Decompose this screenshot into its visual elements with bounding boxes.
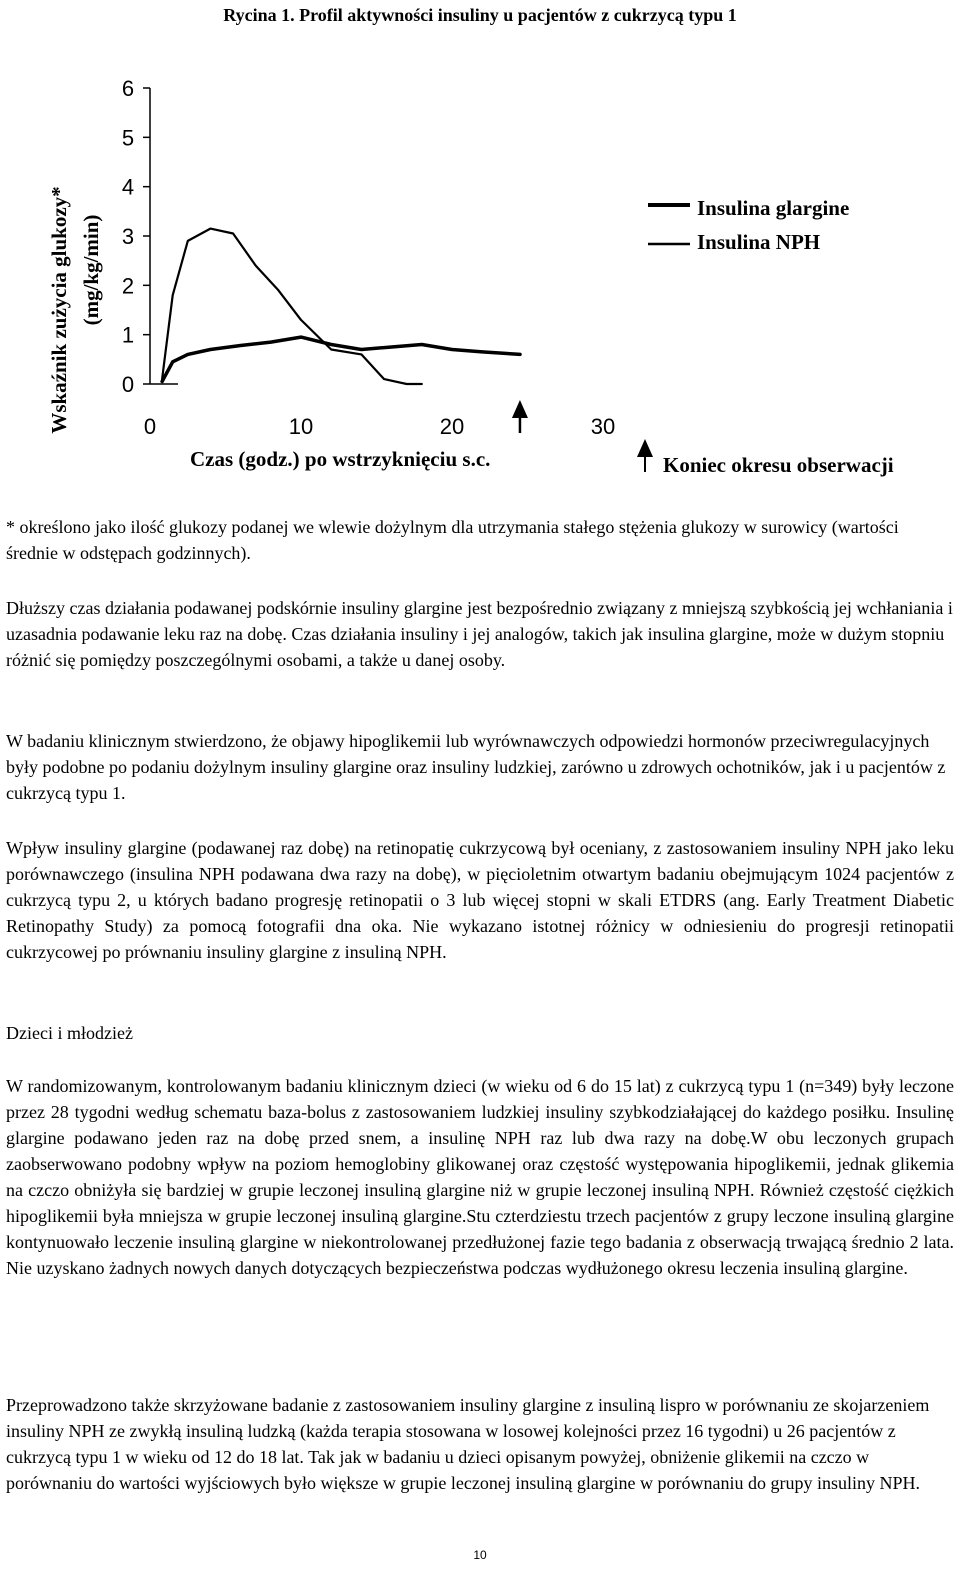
- x-tick-label: 20: [439, 414, 465, 439]
- y-tick-label: 4: [121, 174, 135, 200]
- y-axis-ticks: [122, 76, 150, 397]
- legend-arrow-icon: [637, 439, 653, 457]
- x-axis-title: Czas (godz.) po wstrzyknięciu s.c.: [190, 447, 491, 471]
- end-marker-legend: [637, 439, 894, 477]
- x-tick-label: 0: [143, 414, 157, 439]
- y-tick-label: 1: [121, 322, 135, 348]
- paragraph-retinopathy: Wpływ insuliny glargine (podawanej raz dobę) na retinopatię cukrzycową był oceniany, z zastosowaniem insuliny NPH jako leku porównawczego (insulina NPH podawana dwa razy na dobę), w pięcioletnim otwartym badaniu obejmującym 1024 pacjentów z cukrzycą typu 2, u których badano progresję retinopatii o 3 lub więcej stopni w skali ETDRS (ang. Early Treatment Diabetic Retinopathy Study) za pomocą fotografii dna oka. Nie wykazano istotnej różnicy w odniesieniu do progresji retinopatii cukrzycowej po prównaniu insuliny glargine z insuliną NPH.: [6, 838, 954, 962]
- series-line-nph: [162, 229, 422, 384]
- end-marker-label: Koniec okresu obserwacji: [663, 453, 894, 477]
- legend: [648, 196, 849, 254]
- paragraph-absorption: Dłuższy czas działania podawanej podskórnie insuliny glargine jest bezpośrednio związany z mniejszą szybkością jej wchłaniania i uzasadnia podawanie leku raz na dobę. Czas działania insuliny i jej analogów, takich jak insulina glargine, może w dużym stopniu różnić się pomiędzy poszczególnymi osobami, a także u danej osoby.: [6, 598, 953, 670]
- paragraph-crossover-study: Przeprowadzono także skrzyżowane badanie z zastosowaniem insuliny glargine z insuliną lispro w porównaniu ze skojarzeniem insuliny NPH ze zwykłą insuliną ludzką (każda terapia stosowana w losowej kolejności przez 16 tygodni) u 26 pacjentów z cukrzycą typu 1 w wieku od 12 do 18 lat. Tak jak w badaniu u dzieci opisanym powyżej, obniżenie glikemii na czczo w porównaniu do wartości wyjściowych było większe w grupie leczonej insuliną glargine w porównaniu do grupy insuliny NPH.: [6, 1395, 930, 1493]
- paragraph-children-study: W randomizowanym, kontrolowanym badaniu klinicznym dzieci (w wieku od 6 do 15 lat) z cukrzycą typu 1 (n=349) były leczone przez 28 tygodni według schematu baza-bolus z zastosowaniem ludzkiej insuliny szybkodziałającej do każdego posiłku. Insulinę glargine podawano jeden raz na dobę przed snem, a insulinę NPH raz lub dwa razy na dobę.W obu leczonych grupach zaobserwowano podobny wpływ na poziom hemoglobiny glikowanej oraz częstość występowania hipoglikemii, jednak glikemia na czczo obniżyła się bardziej w grupie leczonej insuliną glargine niż w grupie leczonej insuliną NPH. Również częstość ciężkich hipoglikemii była mniejsza w grupie leczonej insuliną glargine.Stu czterdziestu trzech pacjentów z grupy leczone insuliną glargine kontynuowało leczenie insuliną glargine w niekontrolowanej przedłużonej fazie tego badania z obserwacją trwającą średnio 2 lata. Nie uzyskano żadnych nowych danych dotyczących bezpieczeństwa podczas wydłużonego okresu leczenia insuliną glargine.: [6, 1076, 954, 1278]
- y-tick-label: 2: [121, 273, 135, 299]
- y-tick-label: 0: [121, 372, 135, 397]
- x-tick-label: 10: [288, 414, 314, 439]
- y-tick-label: 5: [121, 125, 135, 151]
- legend-label-glargine: Insulina glargine: [697, 196, 850, 220]
- section-heading-children: Dzieci i młodzież: [6, 1023, 133, 1043]
- end-of-observation-arrow-icon: [512, 400, 528, 433]
- y-axis-title-line1: Wskaźnik zużycia glukozy*: [47, 186, 71, 434]
- y-tick-label: 3: [121, 224, 135, 249]
- x-tick-label: 30: [590, 414, 616, 439]
- activity-profile-chart: [0, 70, 960, 480]
- x-axis-ticks: [144, 414, 615, 439]
- series-line-glargine: [162, 337, 520, 381]
- y-tick-label: 6: [121, 76, 135, 101]
- figure-title: Rycina 1. Profil aktywności insuliny u pacjentów z cukrzycą typu 1: [223, 5, 737, 25]
- paragraph-hypoglycemia: W badaniu klinicznym stwierdzono, że objawy hipoglikemii lub wyrównawczych odpowiedzi hormonów przeciwregulacyjnych były podobne po podaniu dożylnym insuliny glargine oraz insuliny ludzkiej, zarówno u zdrowych ochotników, jak i u pacjentów z cukrzycą typu 1.: [6, 731, 946, 803]
- end-marker-arrowhead: [512, 400, 528, 418]
- page-number: 10: [473, 1548, 487, 1562]
- y-axis-title-line2: (mg/kg/min): [79, 214, 103, 326]
- legend-label-nph: Insulina NPH: [697, 230, 821, 254]
- figure-footnote: * określono jako ilość glukozy podanej we wlewie dożylnym dla utrzymania stałego stężenia glukozy w surowicy (wartości średnie w odstępach godzinnych).: [6, 517, 899, 563]
